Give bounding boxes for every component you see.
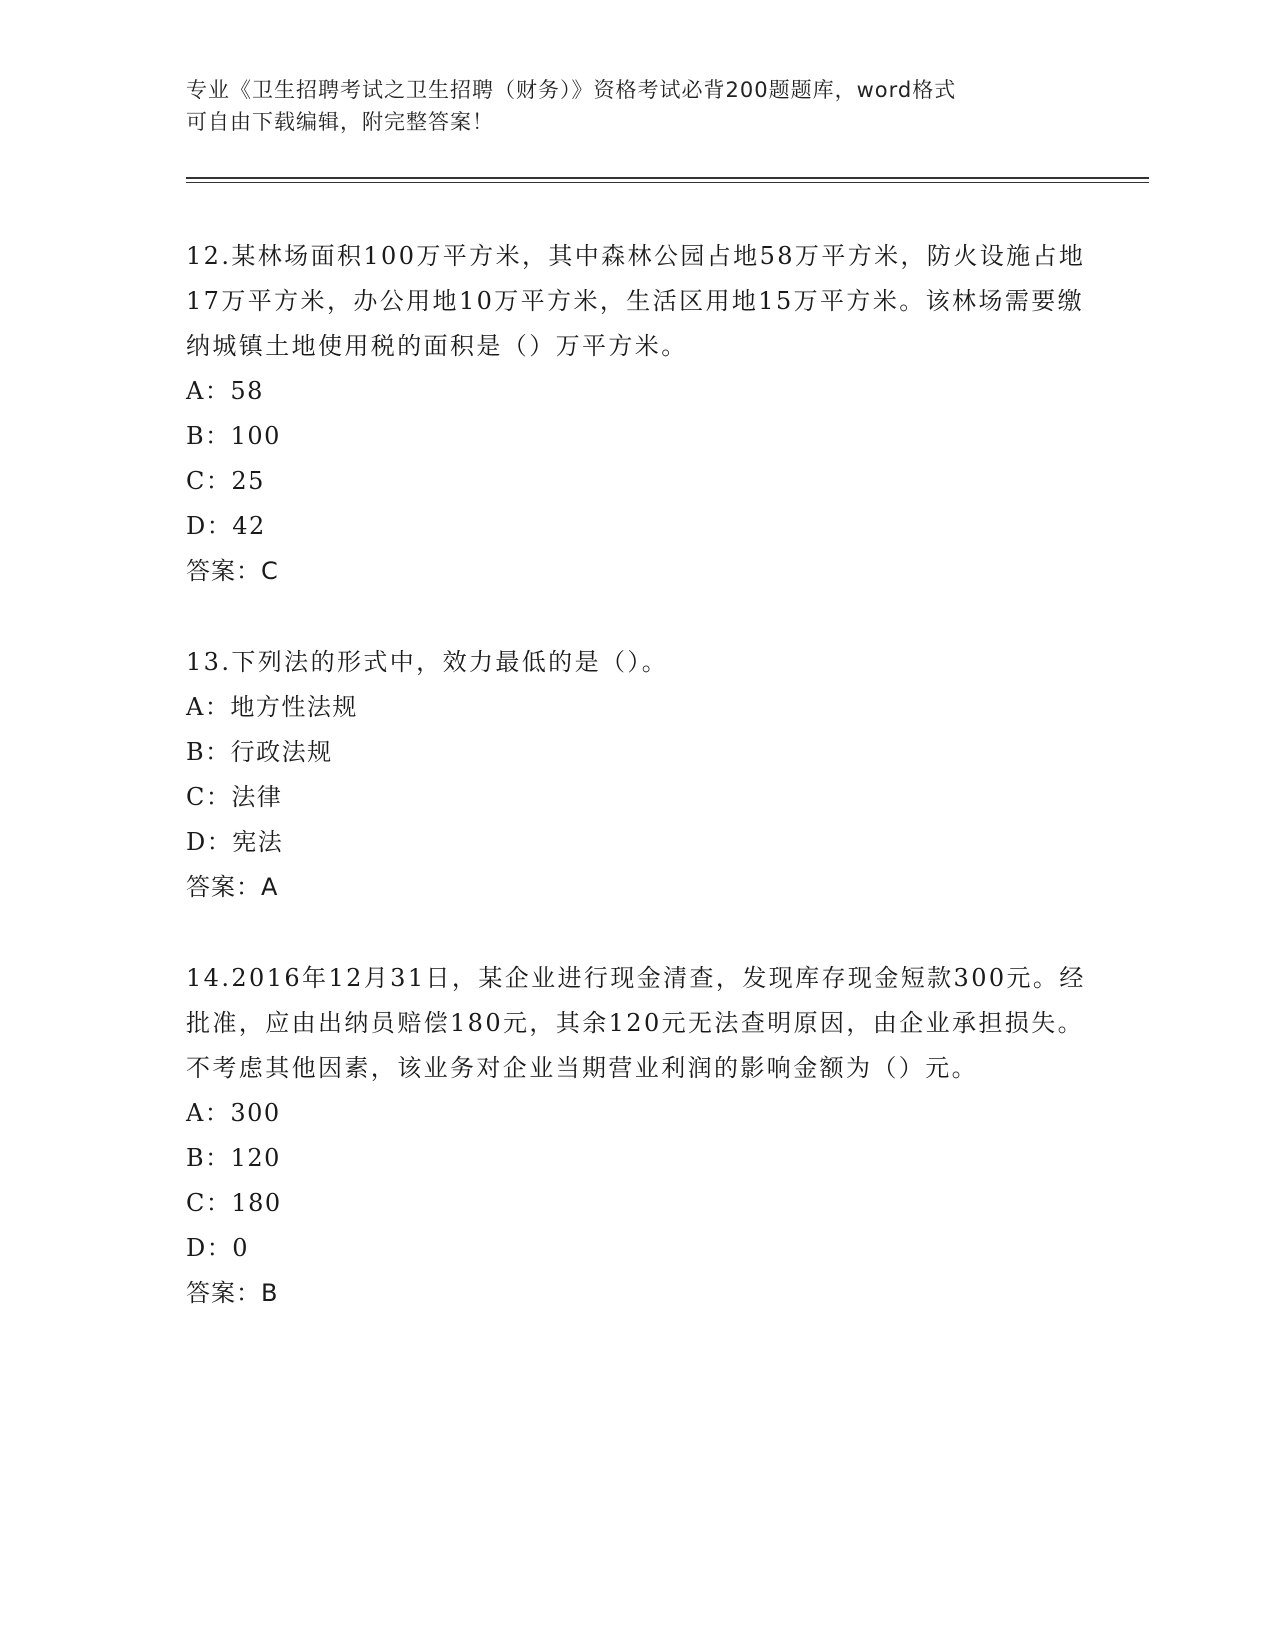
header-line-2: 可自由下载编辑，附完整答案！: [186, 110, 494, 134]
question-text: 14.2016年12月31日，某企业进行现金清查，发现库存现金短款300元。经批准，应由出纳员赔偿180元，其余120元无法查明原因，由企业承担损失。不考虑其他因素，该业务对企业当期营业利润的影响金额为（）元。: [186, 964, 1086, 1082]
option-b: B：100: [186, 422, 281, 450]
option-c: C：180: [186, 1189, 282, 1217]
answer-label: 答案：B: [186, 1279, 279, 1307]
option-d: D：宪法: [186, 828, 284, 856]
option-a: A：300: [186, 1099, 281, 1127]
header-divider-thick: [186, 177, 1149, 179]
question-text: 12.某林场面积100万平方米，其中森林公园占地58万平方米，防火设施占地17万平方米，办公用地10万平方米，生活区用地15万平方米。该林场需要缴纳城镇土地使用税的面积是（）万平方米。: [186, 242, 1086, 360]
question-text: 13.下列法的形式中，效力最低的是（）。: [186, 648, 669, 676]
option-a: A：地方性法规: [186, 693, 358, 721]
option-b: B：行政法规: [186, 738, 333, 766]
question-13: [186, 640, 1086, 910]
answer-label: 答案：A: [186, 873, 279, 901]
document-header: [186, 74, 1066, 138]
header-divider-thin: [186, 182, 1149, 183]
option-c: C：25: [186, 467, 265, 495]
question-14: [186, 956, 1086, 1316]
option-d: D：0: [186, 1234, 250, 1262]
answer-label: 答案：C: [186, 557, 279, 585]
question-12: [186, 234, 1086, 594]
option-d: D：42: [186, 512, 266, 540]
option-b: B：120: [186, 1144, 281, 1172]
option-a: A：58: [186, 377, 264, 405]
question-list: [186, 234, 1086, 1362]
header-line-1: 专业《卫生招聘考试之卫生招聘（财务）》资格考试必背200题题库，word格式: [186, 78, 957, 102]
option-c: C：法律: [186, 783, 283, 811]
